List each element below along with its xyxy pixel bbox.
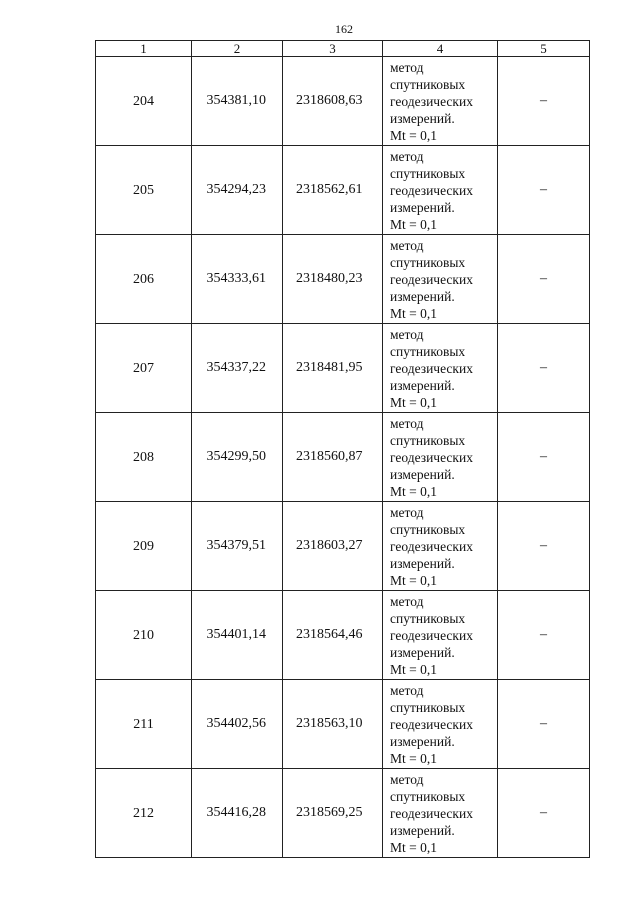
method-line: спутниковых <box>390 255 466 270</box>
method-line: геодезических <box>390 539 473 554</box>
x-coordinate-cell: 354402,56 <box>192 680 283 769</box>
note-cell: – <box>498 146 590 235</box>
method-line: спутниковых <box>390 344 466 359</box>
table-row <box>96 146 590 235</box>
column-header-5: 5 <box>498 41 590 57</box>
column-header-2: 2 <box>192 41 283 57</box>
x-coordinate-cell: 354401,14 <box>192 591 283 680</box>
point-number-cell: 208 <box>96 413 192 502</box>
method-line: измерений. <box>390 289 455 304</box>
method-line: геодезических <box>390 361 473 376</box>
point-number-cell: 205 <box>96 146 192 235</box>
table-row <box>96 235 590 324</box>
method-line: Mt = 0,1 <box>390 751 437 766</box>
method-line: измерений. <box>390 823 455 838</box>
method-line: геодезических <box>390 450 473 465</box>
y-coordinate-cell: 2318608,63 <box>283 57 383 146</box>
table-row <box>96 591 590 680</box>
note-cell: – <box>498 680 590 769</box>
point-number-cell: 212 <box>96 769 192 858</box>
method-line: спутниковых <box>390 522 466 537</box>
note-cell: – <box>498 502 590 591</box>
table-row <box>96 680 590 769</box>
method-line: спутниковых <box>390 611 466 626</box>
point-number-cell: 206 <box>96 235 192 324</box>
method-line: измерений. <box>390 378 455 393</box>
method-line: метод <box>390 416 424 431</box>
method-line: Mt = 0,1 <box>390 662 437 677</box>
method-line: метод <box>390 772 424 787</box>
coordinates-table <box>95 40 590 858</box>
method-line: Mt = 0,1 <box>390 840 437 855</box>
method-line: геодезических <box>390 94 473 109</box>
method-cell <box>383 413 498 502</box>
method-line: метод <box>390 238 424 253</box>
y-coordinate-cell: 2318562,61 <box>283 146 383 235</box>
x-coordinate-cell: 354294,23 <box>192 146 283 235</box>
method-line: геодезических <box>390 183 473 198</box>
note-cell: – <box>498 324 590 413</box>
method-line: измерений. <box>390 200 455 215</box>
point-number-cell: 204 <box>96 57 192 146</box>
method-cell <box>383 591 498 680</box>
y-coordinate-cell: 2318569,25 <box>283 769 383 858</box>
method-line: Mt = 0,1 <box>390 306 437 321</box>
method-cell <box>383 680 498 769</box>
method-cell <box>383 769 498 858</box>
point-number-cell: 210 <box>96 591 192 680</box>
method-line: геодезических <box>390 806 473 821</box>
method-line: измерений. <box>390 556 455 571</box>
table-row <box>96 413 590 502</box>
method-line: измерений. <box>390 734 455 749</box>
method-line: спутниковых <box>390 166 466 181</box>
method-line: метод <box>390 594 424 609</box>
method-line: измерений. <box>390 111 455 126</box>
point-number-cell: 207 <box>96 324 192 413</box>
note-cell: – <box>498 591 590 680</box>
header-row <box>96 41 590 57</box>
x-coordinate-cell: 354333,61 <box>192 235 283 324</box>
method-line: метод <box>390 683 424 698</box>
column-header-1: 1 <box>96 41 192 57</box>
method-line: Mt = 0,1 <box>390 395 437 410</box>
method-line: Mt = 0,1 <box>390 573 437 588</box>
method-line: метод <box>390 505 424 520</box>
method-line: измерений. <box>390 467 455 482</box>
table-row <box>96 502 590 591</box>
method-line: Mt = 0,1 <box>390 128 437 143</box>
method-line: спутниковых <box>390 789 466 804</box>
column-header-3: 3 <box>283 41 383 57</box>
method-line: метод <box>390 60 424 75</box>
method-cell <box>383 57 498 146</box>
method-cell <box>383 235 498 324</box>
y-coordinate-cell: 2318564,46 <box>283 591 383 680</box>
x-coordinate-cell: 354381,10 <box>192 57 283 146</box>
method-cell <box>383 502 498 591</box>
method-line: спутниковых <box>390 77 466 92</box>
note-cell: – <box>498 235 590 324</box>
y-coordinate-cell: 2318563,10 <box>283 680 383 769</box>
y-coordinate-cell: 2318560,87 <box>283 413 383 502</box>
method-line: геодезических <box>390 272 473 287</box>
x-coordinate-cell: 354337,22 <box>192 324 283 413</box>
table-row <box>96 57 590 146</box>
table-row <box>96 324 590 413</box>
note-cell: – <box>498 57 590 146</box>
method-line: метод <box>390 327 424 342</box>
page-number: 162 <box>335 22 353 36</box>
method-line: геодезических <box>390 717 473 732</box>
method-cell <box>383 146 498 235</box>
method-line: метод <box>390 149 424 164</box>
method-cell <box>383 324 498 413</box>
method-line: Mt = 0,1 <box>390 217 437 232</box>
x-coordinate-cell: 354379,51 <box>192 502 283 591</box>
method-line: Mt = 0,1 <box>390 484 437 499</box>
y-coordinate-cell: 2318480,23 <box>283 235 383 324</box>
y-coordinate-cell: 2318481,95 <box>283 324 383 413</box>
point-number-cell: 209 <box>96 502 192 591</box>
point-number-cell: 211 <box>96 680 192 769</box>
method-line: спутниковых <box>390 433 466 448</box>
note-cell: – <box>498 769 590 858</box>
x-coordinate-cell: 354299,50 <box>192 413 283 502</box>
method-line: спутниковых <box>390 700 466 715</box>
note-cell: – <box>498 413 590 502</box>
column-header-4: 4 <box>383 41 498 57</box>
table-row <box>96 769 590 858</box>
method-line: геодезических <box>390 628 473 643</box>
table-body <box>96 57 590 858</box>
x-coordinate-cell: 354416,28 <box>192 769 283 858</box>
method-line: измерений. <box>390 645 455 660</box>
y-coordinate-cell: 2318603,27 <box>283 502 383 591</box>
